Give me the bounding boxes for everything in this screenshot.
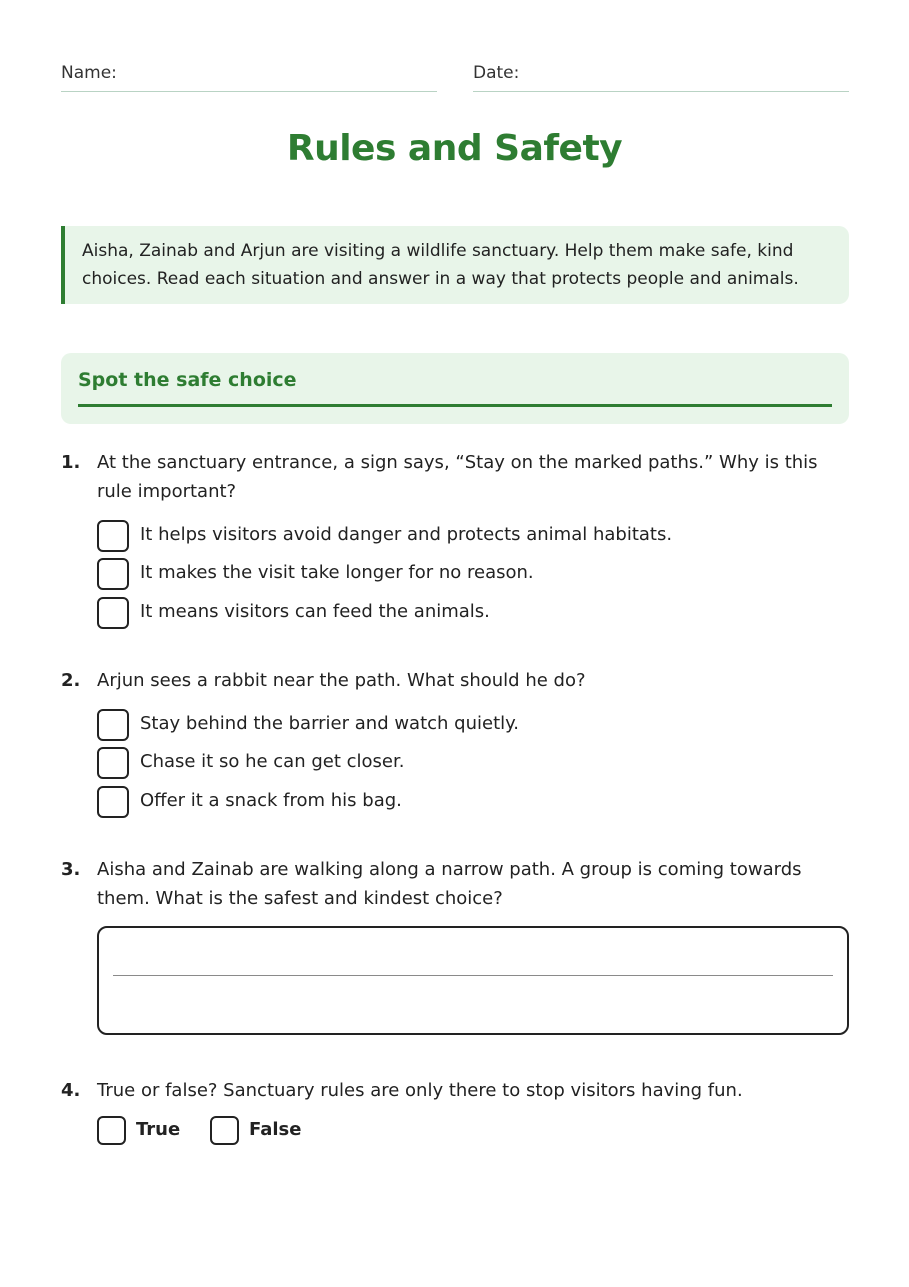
question-text: True or false? Sanctuary rules are only there to stop visitors having fun. (97, 1080, 743, 1101)
name-field[interactable] (61, 60, 437, 92)
checkbox[interactable] (97, 709, 129, 741)
checkbox[interactable] (97, 558, 129, 590)
question-3 (61, 855, 849, 1037)
checkbox[interactable] (210, 1116, 239, 1145)
section-title: Spot the safe choice (78, 369, 297, 391)
option-label: It means visitors can feed the animals. (140, 601, 490, 622)
name-label: Name: (61, 63, 117, 83)
question-text: At the sanctuary entrance, a sign says, “Stay on the marked paths.” Why is this rule important? (97, 452, 818, 502)
question-1 (61, 448, 849, 630)
option-label: It makes the visit take longer for no reason. (140, 562, 534, 583)
answer-box[interactable] (97, 926, 849, 1035)
option-label: True (136, 1119, 181, 1140)
section-header (61, 353, 849, 424)
option-label: False (249, 1119, 302, 1140)
header-fields (61, 60, 849, 92)
question-4 (61, 1076, 849, 1148)
intro-callout: Aisha, Zainab and Arjun are visiting a wildlife sanctuary. Help them make safe, kind choices. Read each situation and answer in a way that protects people and animals. (61, 226, 849, 304)
date-label: Date: (473, 63, 520, 83)
checkbox[interactable] (97, 597, 129, 629)
checkbox[interactable] (97, 786, 129, 818)
checkbox[interactable] (97, 520, 129, 552)
question-text: Arjun sees a rabbit near the path. What should he do? (97, 670, 586, 691)
date-field[interactable] (473, 60, 849, 92)
question-number: 3. (61, 859, 81, 880)
checkbox[interactable] (97, 1116, 126, 1145)
option-label: It helps visitors avoid danger and protects animal habitats. (140, 524, 673, 545)
option-label: Stay behind the barrier and watch quietly. (140, 713, 519, 734)
question-number: 2. (61, 670, 81, 691)
question-2 (61, 666, 849, 818)
checkbox[interactable] (97, 747, 129, 779)
question-text: Aisha and Zainab are walking along a narrow path. A group is coming towards them. What is the safest and kindest choice? (97, 859, 802, 909)
answer-line (113, 975, 833, 976)
question-number: 4. (61, 1080, 81, 1101)
option-label: Offer it a snack from his bag. (140, 790, 402, 811)
option-label: Chase it so he can get closer. (140, 751, 405, 772)
question-number: 1. (61, 452, 81, 473)
page-title: Rules and Safety (286, 128, 623, 169)
section-divider (78, 404, 832, 407)
